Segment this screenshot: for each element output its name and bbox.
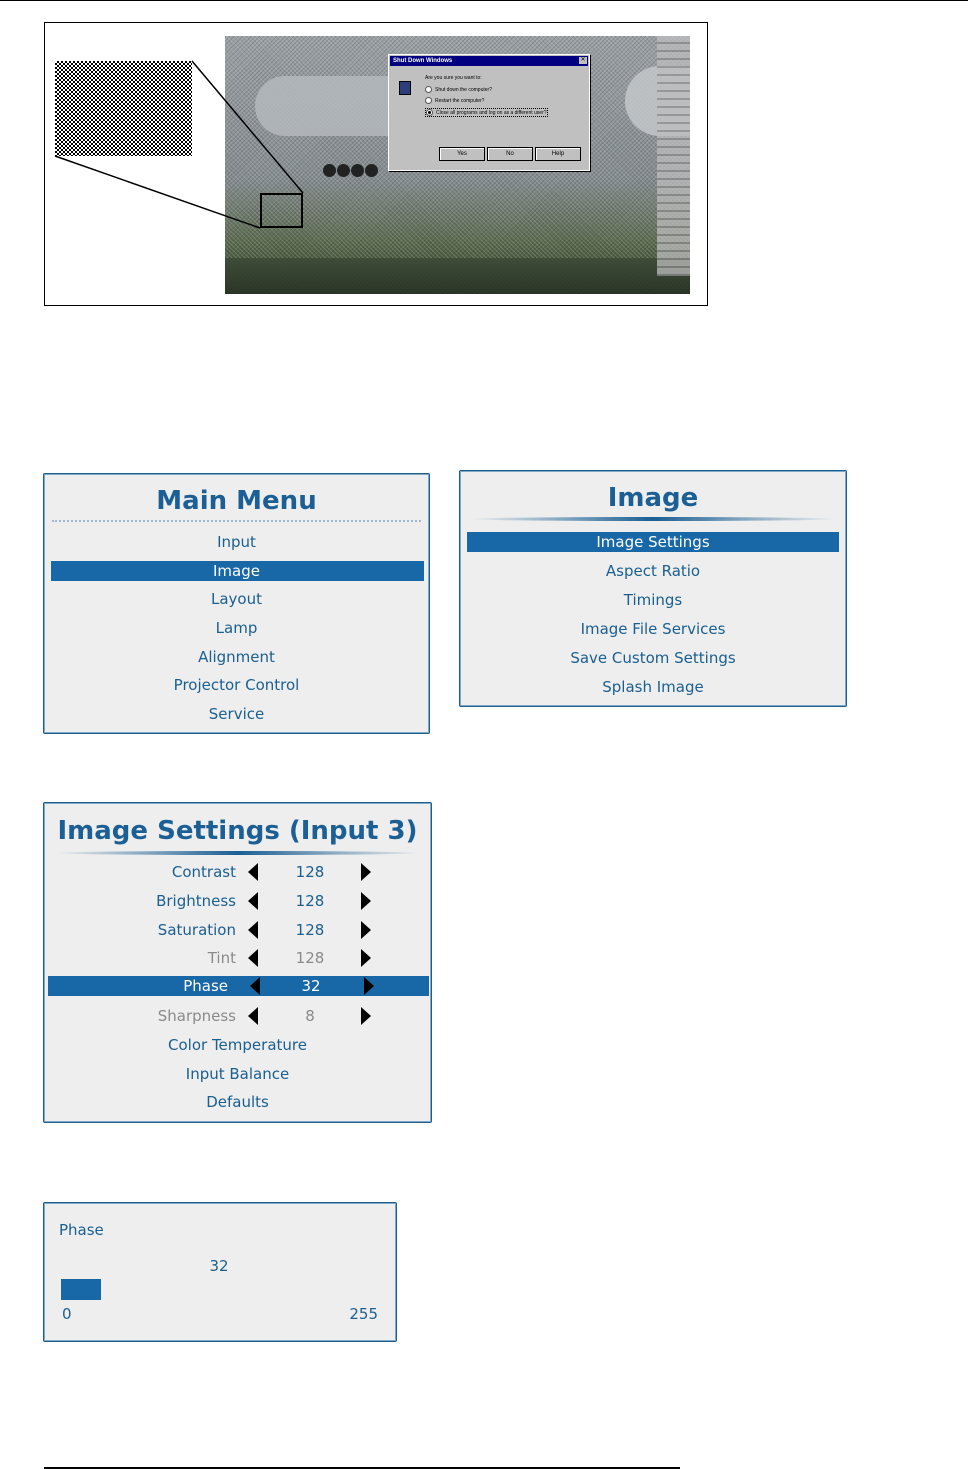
slider-min: 0 bbox=[62, 1305, 72, 1323]
runway-grass bbox=[225, 258, 690, 294]
phase-label: Phase bbox=[183, 977, 228, 995]
slider-fill bbox=[61, 1279, 101, 1300]
no-button[interactable]: No bbox=[487, 147, 533, 161]
saturation-label: Saturation bbox=[157, 921, 236, 939]
slider-title: Phase bbox=[59, 1221, 104, 1239]
sharpness-value: 8 bbox=[305, 1007, 315, 1025]
tint-value: 128 bbox=[295, 949, 325, 967]
radio-icon bbox=[425, 86, 432, 93]
main-menu-panel bbox=[43, 473, 430, 734]
title-divider bbox=[470, 517, 836, 521]
brightness-value: 128 bbox=[295, 892, 325, 910]
slider-track[interactable] bbox=[61, 1279, 381, 1300]
menu-item-color-temperature[interactable]: Color Temperature bbox=[168, 1036, 307, 1054]
phase-slider-panel bbox=[43, 1202, 397, 1342]
dialog-question: Are you sure you want to: bbox=[425, 75, 482, 81]
arrow-right-icon[interactable] bbox=[364, 977, 374, 995]
menu-item-timings[interactable]: Timings bbox=[623, 591, 683, 609]
menu-item-alignment[interactable]: Alignment bbox=[198, 648, 275, 666]
image-menu-panel bbox=[459, 470, 847, 707]
brightness-label: Brightness bbox=[156, 892, 236, 910]
menu-item-image[interactable]: Image bbox=[213, 562, 260, 580]
zoom-lines bbox=[0, 0, 400, 260]
radio-icon bbox=[425, 97, 432, 104]
menu-item-projector-control[interactable]: Projector Control bbox=[173, 676, 300, 694]
dialog-title: Shut Down Windows bbox=[390, 56, 588, 66]
shutdown-dialog bbox=[388, 54, 590, 171]
arrow-left-icon[interactable] bbox=[248, 892, 258, 910]
arrow-right-icon[interactable] bbox=[361, 892, 371, 910]
slider-max: 255 bbox=[349, 1305, 378, 1323]
image-settings-panel bbox=[43, 802, 432, 1123]
menu-item-image-file-services[interactable]: Image File Services bbox=[580, 620, 726, 638]
arrow-right-icon[interactable] bbox=[361, 921, 371, 939]
menu-item-save-custom-settings[interactable]: Save Custom Settings bbox=[570, 649, 736, 667]
contrast-label: Contrast bbox=[171, 863, 236, 881]
radio-logoff[interactable]: Close all programs and log on as a different user? bbox=[425, 108, 548, 117]
arrow-right-icon[interactable] bbox=[361, 949, 371, 967]
tint-label: Tint bbox=[207, 949, 236, 967]
help-button[interactable]: Help bbox=[535, 147, 581, 161]
arrow-right-icon[interactable] bbox=[361, 1007, 371, 1025]
menu-item-aspect-ratio[interactable]: Aspect Ratio bbox=[605, 562, 701, 580]
arrow-left-icon[interactable] bbox=[248, 949, 258, 967]
menu-item-lamp[interactable]: Lamp bbox=[215, 619, 258, 637]
menu-item-input-balance[interactable]: Input Balance bbox=[185, 1065, 290, 1083]
title-divider bbox=[54, 851, 421, 855]
radio-restart[interactable]: Restart the computer? bbox=[425, 97, 484, 104]
close-icon[interactable]: ✕ bbox=[580, 57, 586, 63]
menu-item-layout[interactable]: Layout bbox=[211, 590, 262, 608]
desktop-toolbar-strip bbox=[657, 36, 690, 276]
radio-selected-icon bbox=[426, 109, 433, 116]
computer-icon bbox=[399, 81, 411, 95]
phase-value: 32 bbox=[301, 977, 321, 995]
saturation-value: 128 bbox=[295, 921, 325, 939]
image-menu-title: Image bbox=[607, 483, 699, 513]
arrow-left-icon[interactable] bbox=[248, 1007, 258, 1025]
radio-shutdown[interactable]: Shut down the computer? bbox=[425, 86, 492, 93]
sharpness-label: Sharpness bbox=[157, 1007, 236, 1025]
main-menu-title: Main Menu bbox=[156, 486, 317, 516]
menu-item-service[interactable]: Service bbox=[208, 705, 265, 723]
yes-button[interactable]: Yes bbox=[439, 147, 485, 161]
image-settings-title: Image Settings (Input 3) bbox=[57, 816, 418, 846]
arrow-left-icon[interactable] bbox=[248, 863, 258, 881]
menu-item-input[interactable]: Input bbox=[217, 533, 256, 551]
contrast-value: 128 bbox=[295, 863, 325, 881]
menu-item-splash-image[interactable]: Splash Image bbox=[602, 678, 704, 696]
menu-item-defaults[interactable]: Defaults bbox=[206, 1093, 269, 1111]
arrow-right-icon[interactable] bbox=[361, 863, 371, 881]
arrow-left-icon[interactable] bbox=[248, 921, 258, 939]
menu-item-image-settings[interactable]: Image Settings bbox=[596, 533, 710, 551]
slider-value: 32 bbox=[209, 1257, 229, 1275]
arrow-left-icon[interactable] bbox=[250, 977, 260, 995]
title-divider bbox=[52, 520, 421, 522]
